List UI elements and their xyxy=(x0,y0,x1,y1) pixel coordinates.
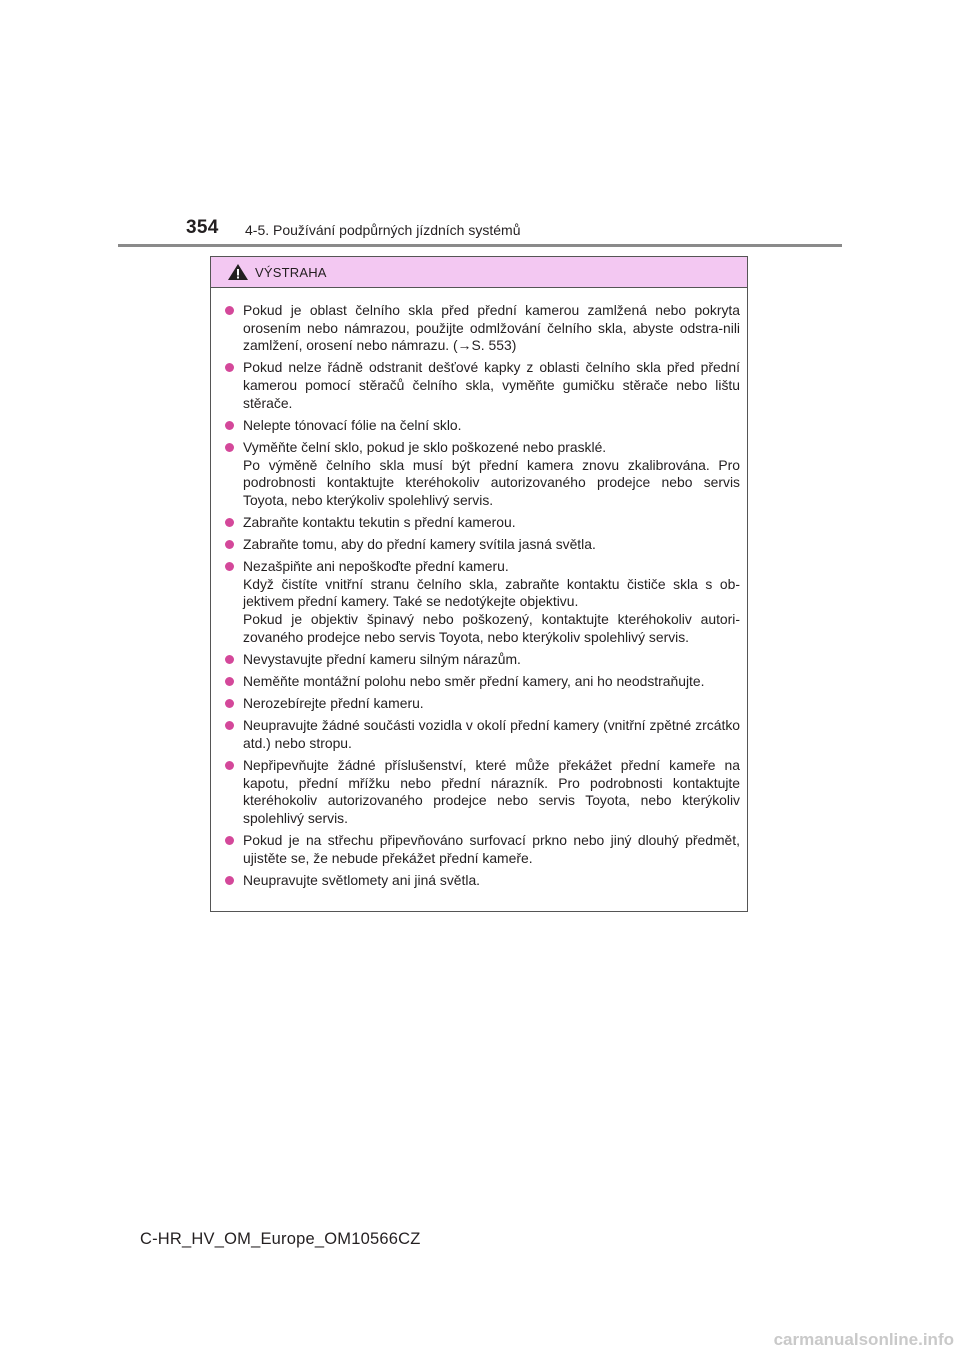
warning-item-line: Vyměňte čelní sklo, pokud je sklo poškozené nebo prasklé. xyxy=(243,438,607,455)
warning-item xyxy=(225,757,740,827)
warning-item xyxy=(225,717,740,752)
bullet-icon xyxy=(225,306,234,315)
warning-item-line: Nevystavujte přední kameru silným nárazům. xyxy=(243,650,521,667)
warning-item-line: Neupravujte světlomety ani jiná světla. xyxy=(243,871,481,888)
warning-item-line: Pokud nelze řádně odstranit dešťové kapky z oblasti čelního skla před přední kamerou pomocí stěračů čelního skla, vyměňte gumičku stěrače nebo lištu stěrače. xyxy=(243,359,740,411)
warning-item-text xyxy=(243,439,740,509)
bullet-icon xyxy=(225,677,234,686)
warning-header xyxy=(211,257,747,288)
warning-item-line: Nerozebírejte přední kameru. xyxy=(243,695,424,712)
bullet-icon xyxy=(225,699,234,708)
bullet-icon xyxy=(225,363,234,372)
warning-item-line: Nezašpiňte ani nepoškoďte přední kameru. xyxy=(243,558,509,575)
bullet-icon xyxy=(225,540,234,549)
warning-item-text xyxy=(243,514,740,532)
warning-item-text xyxy=(243,558,740,646)
warning-item-line: Zabraňte kontaktu tekutin s přední kamerou. xyxy=(243,513,516,530)
warning-item xyxy=(225,695,740,713)
warning-box xyxy=(210,256,748,912)
warning-item xyxy=(225,651,740,669)
warning-item-line: Pokud je na střechu připevňováno surfovací prkno nebo jiný dlouhý předmět, ujistěte se, že nebude překážet přední kameře. xyxy=(243,832,740,866)
warning-item xyxy=(225,359,740,412)
page-number: 354 xyxy=(186,217,219,238)
warning-item-line: Po výměně čelního skla musí být přední kamera znovu zkalibrována. Pro podrobnosti kontaktujte kteréhokoliv autorizovaného prodejce nebo servis Toyota, nebo kterýkoliv spolehlivý servis. xyxy=(243,456,740,508)
watermark[interactable]: carmanualsonline.info xyxy=(773,1330,954,1349)
header-rule xyxy=(118,244,842,247)
bullet-icon xyxy=(225,876,234,885)
bullet-icon xyxy=(225,721,234,730)
warning-item-line: Nepřipevňujte žádné příslušenství, které může překážet přední kameře na kapotu, přední mřížku nebo přední nárazník. Pro podrobnosti kontaktujte kteréhokoliv autorizovaného prodejce nebo servis Toyota, nebo kterýkoliv spolehlivý servis. xyxy=(243,757,740,826)
bullet-icon xyxy=(225,443,234,452)
warning-item xyxy=(225,536,740,554)
warning-item-text xyxy=(243,359,740,412)
warning-item-line: Neměňte montážní polohu nebo směr přední kamery, ani ho neodstraňujte. xyxy=(243,673,705,690)
warning-item-text xyxy=(243,302,740,355)
warning-item-text xyxy=(243,651,740,669)
warning-item xyxy=(225,832,740,867)
warning-item xyxy=(225,417,740,435)
bullet-icon xyxy=(225,761,234,770)
warning-item-text xyxy=(243,717,740,752)
warning-item-text xyxy=(243,832,740,867)
bullet-icon xyxy=(225,562,234,571)
warning-item-line: Nelepte tónovací fólie na čelní sklo. xyxy=(243,416,462,433)
warning-item-line: Pokud je oblast čelního skla před přední kamerou zamlžená nebo pokryta orosením nebo námrazou, použijte odmlžování čelního skla, abyste odstra-nili zamlžení, orosení nebo námrazu. (→S. 553) xyxy=(243,302,740,354)
section-title: 4-5. Používání podpůrných jízdních systémů xyxy=(245,222,521,238)
warning-item-line: Pokud je objektiv špinavý nebo poškozený, kontaktujte kteréhokoliv autori-zovaného prodejce nebo servis Toyota, nebo kterýkoliv spolehlivý servis. xyxy=(243,611,740,645)
footer-code: C-HR_HV_OM_Europe_OM10566CZ xyxy=(140,1230,421,1248)
bullet-icon xyxy=(225,518,234,527)
warning-item xyxy=(225,302,740,355)
warning-item xyxy=(225,673,740,691)
warning-title: VÝSTRAHA xyxy=(255,264,327,280)
bullet-icon xyxy=(225,655,234,664)
warning-list xyxy=(211,288,747,890)
warning-item-text xyxy=(243,536,740,554)
warning-triangle-icon xyxy=(227,263,249,281)
warning-item-line: Když čistíte vnitřní stranu čelního skla, zabraňte kontaktu čističe skla s ob-jektivem přední kamery. Také se nedotýkejte objektivu. xyxy=(243,575,740,610)
warning-item xyxy=(225,514,740,532)
bullet-icon xyxy=(225,421,234,430)
warning-item-text xyxy=(243,872,740,890)
warning-item-text xyxy=(243,695,740,713)
warning-item xyxy=(225,439,740,509)
bullet-icon xyxy=(225,836,234,845)
warning-item-text xyxy=(243,417,740,435)
warning-item-line: Neupravujte žádné součásti vozidla v okolí přední kamery (vnitřní zpětné zrcátko atd.) nebo stropu. xyxy=(243,717,740,751)
warning-item xyxy=(225,872,740,890)
warning-item xyxy=(225,558,740,646)
warning-item-text xyxy=(243,757,740,827)
warning-item-line: Zabraňte tomu, aby do přední kamery svítila jasná světla. xyxy=(243,536,596,553)
warning-item-text xyxy=(243,673,740,691)
